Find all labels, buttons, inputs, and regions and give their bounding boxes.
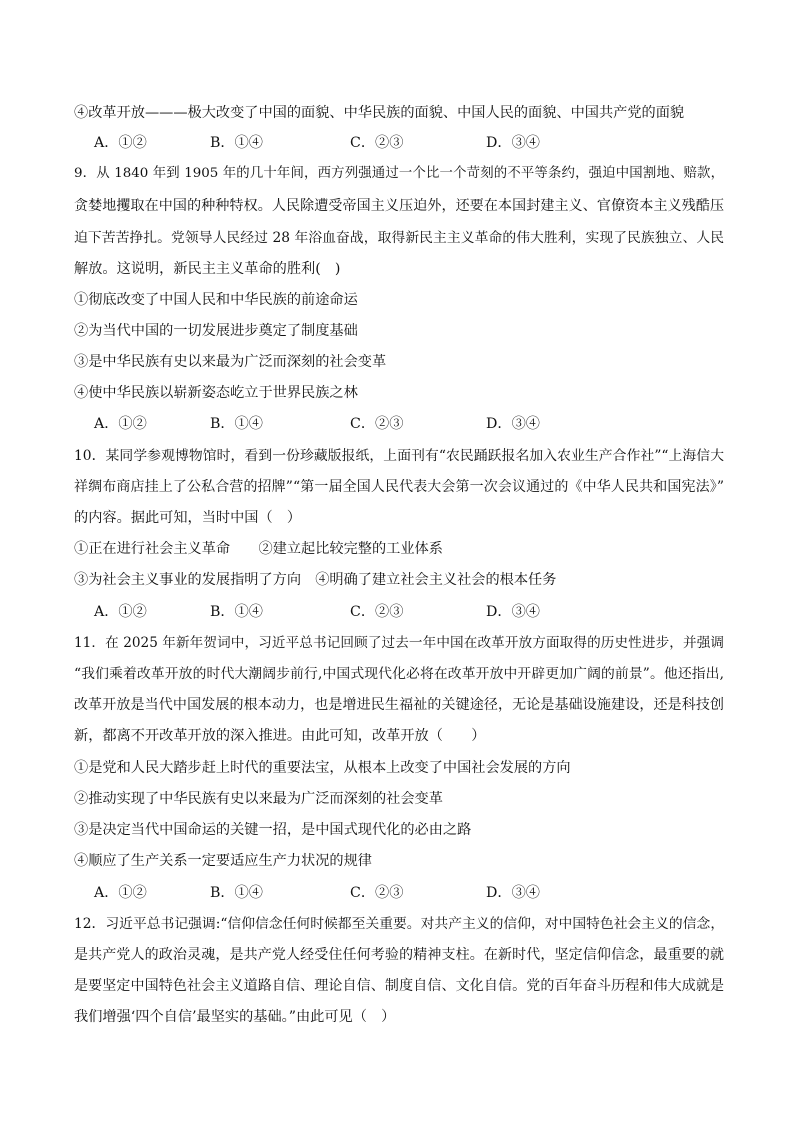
q10-option-a[interactable]: A．①②	[94, 604, 147, 620]
q10-option-d[interactable]: D．③④	[486, 604, 540, 620]
q10-option-b[interactable]: B．①④	[210, 604, 263, 620]
q8-option-a[interactable]: A．①②	[94, 135, 147, 151]
q11-stem-line-4: 新，都离不开改革开放的深入推进。由此可知，改革开放（ ）	[74, 728, 486, 744]
q11-stem-line-2: “我们乘着改革开放的时代大潮阔步前行,中国式现代化必将在改革开放中开辟更加广阔的前景”。他还指出,	[74, 666, 724, 682]
q12-stem-line-3: 是要坚定中国特色社会主义道路自信、理论自信、制度自信、文化自信。党的百年奋斗历程和伟大成就是	[74, 978, 724, 994]
q9-item-1: ①彻底改变了中国人民和中华民族的前途命运	[74, 292, 358, 308]
q8-option-d[interactable]: D．③④	[486, 135, 540, 151]
q9-item-2: ②为当代中国的一切发展进步奠定了制度基础	[74, 323, 358, 339]
q9-option-a[interactable]: A．①②	[94, 416, 147, 432]
q9-option-c[interactable]: C．②③	[350, 416, 404, 432]
q8-option-b[interactable]: B．①④	[210, 135, 263, 151]
q10-items-line-1: ①正在进行社会主义革命 ②建立起比较完整的工业体系	[74, 541, 443, 557]
q9-item-3: ③是中华民族有史以来最为广泛而深刻的社会变革	[74, 354, 387, 370]
q9-options	[94, 414, 714, 434]
q8-option-c[interactable]: C．②③	[350, 135, 404, 151]
q11-item-1: ①是党和人民大踏步赶上时代的重要法宝，从根本上改变了中国社会发展的方向	[74, 760, 571, 776]
q9-stem-line-1: 9．从 1840 年到 1905 年的几十年间，西方列强通过一个比一个苛刻的不平等条约，强迫中国割地、赔款，	[74, 166, 724, 181]
q12-stem-line-4: 我们增强‘四个自信’最坚实的基础。”由此可见（ ）	[74, 1009, 396, 1025]
q10-items-line-2: ③为社会主义事业的发展指明了方向 ④明确了建立社会主义社会的根本任务	[74, 572, 557, 588]
q9-stem-line-4: 解放。这说明，新民主主义革命的胜利( )	[74, 261, 341, 277]
q10-stem-line-1: 10．某同学参观博物馆时，看到一份珍藏版报纸，上面刊有“农民踊跃报名加入农业生产合作社”“上海信大	[74, 448, 724, 464]
q9-stem-line-2: 贪婪地攫取在中国的种种特权。人民除遭受帝国主义压迫外，还要在本国封建主义、官僚资本主义残酷压	[74, 198, 724, 214]
q9-stem-line-3: 迫下苦苦挣扎。党领导人民经过 28 年浴血奋战，取得新民主主义革命的伟大胜利，实现了民族独立、人民	[74, 230, 724, 246]
q12-stem-line-1: 12．习近平总书记强调:“信仰信念任何时候都至关重要。对共产主义的信仰，对中国特色社会主义的信念，	[74, 916, 725, 932]
q10-stem-line-3: 的内容。据此可知，当时中国（ ）	[74, 510, 302, 526]
q11-stem-line-1: 11．在 2025 年新年贺词中，习近平总书记回顾了过去一年中国在改革开放方面取得的历史性进步，并强调	[74, 635, 724, 651]
q11-stem-line-3: 改革开放是当代中国发展的根本动力，也是增进民生福祉的关键途径，无论是基础设施建设，还是科技创	[74, 697, 724, 713]
q11-item-3: ③是决定当代中国命运的关键一招，是中国式现代化的必由之路	[74, 822, 472, 838]
q11-option-b[interactable]: B．①④	[210, 885, 263, 901]
q8-item-4: ④改革开放———极大改变了中国的面貌、中华民族的面貌、中国人民的面貌、中国共产党的面貌	[74, 105, 685, 121]
q11-options	[94, 883, 714, 903]
q11-option-c[interactable]: C．②③	[350, 885, 404, 901]
q11-item-4: ④顺应了生产关系一定要适应生产力状况的规律	[74, 853, 372, 869]
q10-options	[94, 602, 714, 622]
q11-item-2: ②推动实现了中华民族有史以来最为广泛而深刻的社会变革	[74, 791, 443, 807]
q9-option-d[interactable]: D．③④	[486, 416, 540, 432]
q10-option-c[interactable]: C．②③	[350, 604, 404, 620]
q11-option-d[interactable]: D．③④	[486, 885, 540, 901]
q12-stem-line-2: 是共产党人的政治灵魂，是共产党人经受住任何考验的精神支柱。在新时代，坚定信仰信念，最重要的就	[74, 947, 724, 963]
q11-option-a[interactable]: A．①②	[94, 885, 147, 901]
q9-item-4: ④使中华民族以崭新姿态屹立于世界民族之林	[74, 385, 358, 401]
q9-option-b[interactable]: B．①④	[210, 416, 263, 432]
q10-stem-line-2: 祥绸布商店挂上了公私合营的招牌”“第一届全国人民代表大会第一次会议通过的《中华人民共和国宪法》”	[74, 479, 724, 495]
q8-options	[94, 133, 714, 153]
